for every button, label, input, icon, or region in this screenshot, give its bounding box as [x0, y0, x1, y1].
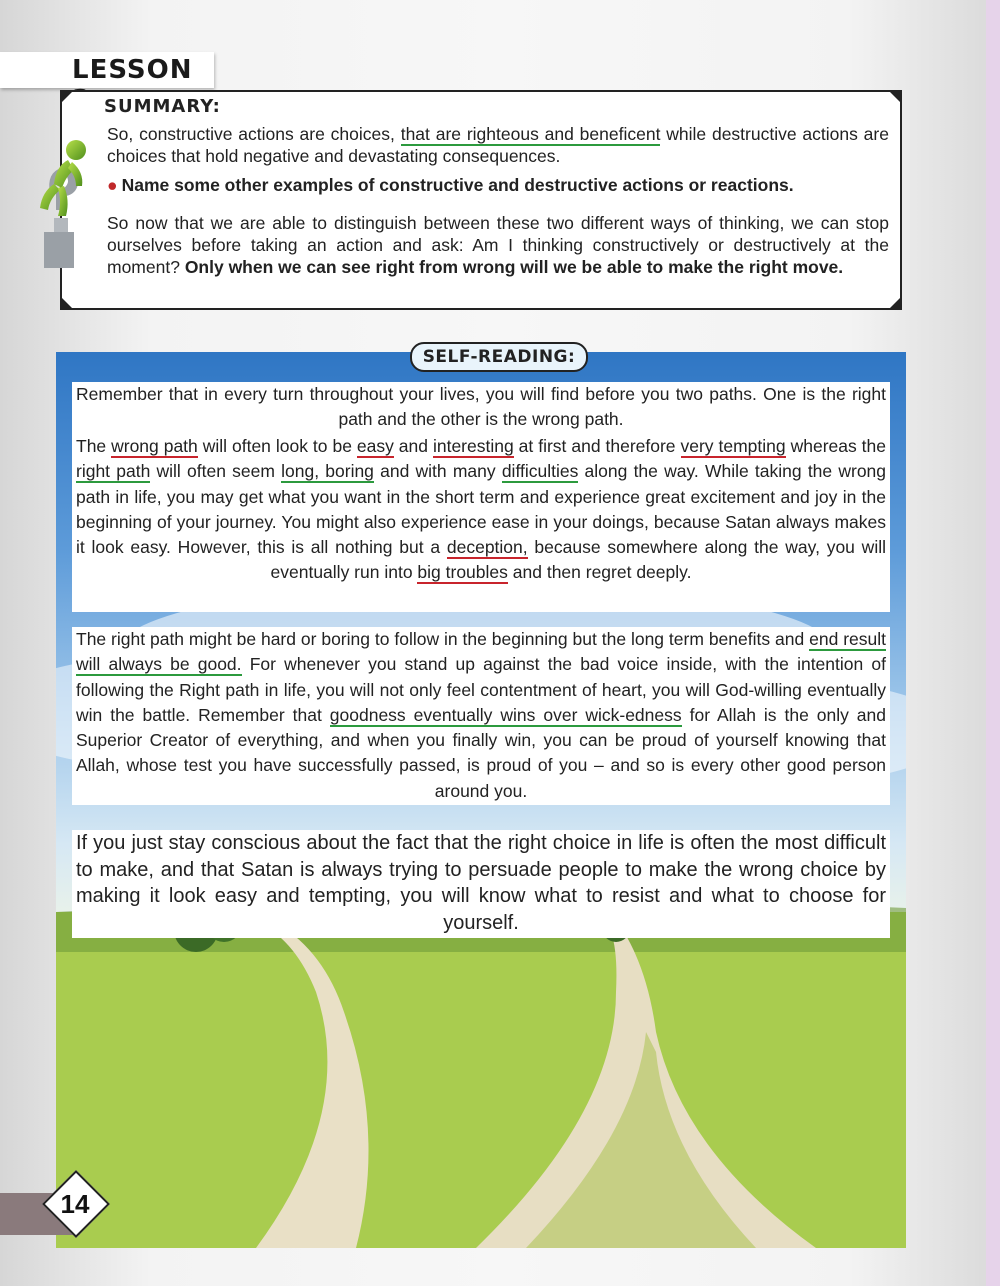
text-segment: will often seem [150, 461, 282, 482]
underlined-green-phrase: long, boring [281, 461, 374, 482]
summary-bullet [107, 174, 889, 196]
text-segment: at first and therefore [513, 436, 681, 456]
self-reading-paragraph-3 [72, 627, 890, 805]
self-reading-heading: SELF-READING: [422, 347, 576, 367]
corner-decoration [60, 90, 74, 104]
underlined-red-phrase: big troubles [417, 562, 508, 583]
text-segment: while destructive actions are choices that hold negative and devastating consequences. [107, 124, 889, 166]
text-segment: will often look to be [197, 436, 357, 456]
lesson-tab [0, 52, 214, 88]
corner-decoration [60, 296, 74, 310]
summary-paragraph-2-emphasis: Only when we can see right from wrong will we be able to make the right move. [184, 257, 844, 277]
text-segment: and [393, 436, 433, 456]
lesson-title: LESSON [72, 55, 193, 85]
summary-paragraph-2 [107, 212, 889, 278]
text-segment: The [76, 436, 112, 456]
corner-decoration [888, 90, 902, 104]
underlined-red-phrase: interesting [432, 436, 514, 456]
summary-bullet-text: Name some other examples of constructive and destructive actions or reactions. [121, 175, 794, 195]
underlined-green-phrase: right path [76, 461, 151, 482]
underlined-green-phrase: that are righteous and beneficent [400, 124, 661, 144]
question-mark-figure-icon [32, 132, 92, 272]
text-segment: So, constructive actions are choices, [107, 124, 401, 144]
page-number: 14 [60, 1189, 90, 1219]
self-reading-paragraph-2 [72, 434, 890, 612]
self-reading-paragraph-4: If you just stay conscious about the fact that the right choice in life is often the most difficult to make, and that Satan is always trying to persuade people to make the wrong choice by making it look easy and tempting, you will know what to resist and what to choose for yourself. [72, 830, 890, 938]
page-number-badge [0, 1178, 116, 1238]
text-segment: The right path might be hard or boring to follow in the beginning but the long term benefits and [76, 629, 810, 649]
underlined-red-phrase: very tempting [680, 436, 786, 456]
text-segment: For whenever you stand up against the bad voice inside, with the intention of following the Right path in life, you will not only feel contentment of heart, you will God-willing eventually win the battle. Remember that [76, 654, 886, 725]
text-segment: because somewhere along the way, you will eventually run into [270, 537, 886, 583]
underlined-red-phrase: easy [356, 436, 394, 456]
underlined-green-phrase: difficulties [501, 461, 579, 482]
self-reading-tab [410, 342, 588, 372]
right-edge-stripe [986, 0, 1000, 1286]
underlined-red-phrase: deception, [446, 537, 528, 558]
corner-decoration [888, 296, 902, 310]
self-reading-paragraph-1: Remember that in every turn throughout your lives, you will find before you two paths. One is the right path and the other is the wrong path. [72, 382, 890, 434]
text-segment: whereas the [785, 436, 887, 456]
underlined-red-phrase: wrong path [111, 436, 198, 456]
text-segment: and then regret deeply. [507, 562, 692, 583]
summary-heading: SUMMARY: [104, 96, 221, 117]
text-segment: for Allah is the only and Superior Creator of everything, and when you finally win, you can be proud of yourself knowing that Allah, whose test you have successfully passed, is proud of you – and so is every other good person around you. [76, 704, 887, 801]
underlined-green-phrase: goodness eventually wins over wick-edness [329, 704, 682, 725]
underlined-green-phrase: end result will always be good. [76, 629, 886, 675]
summary-paragraph-2-text: So now that we are able to distinguish between these two different ways of thinking, we can stop ourselves before taking an action and ask: Am I thinking constructively or destructively at the moment? [107, 213, 889, 277]
bullet-icon: ● [107, 175, 118, 195]
text-segment: along the way. While taking the wrong path in life, you may get what you want in the short term and experience great excitement and joy in the beginning of your journey. You might also experience ease in your doings, because Satan always makes it look easy. However, this is all nothing but a [76, 461, 887, 558]
text-segment: and with many [373, 461, 502, 482]
summary-paragraph-1 [107, 123, 889, 167]
